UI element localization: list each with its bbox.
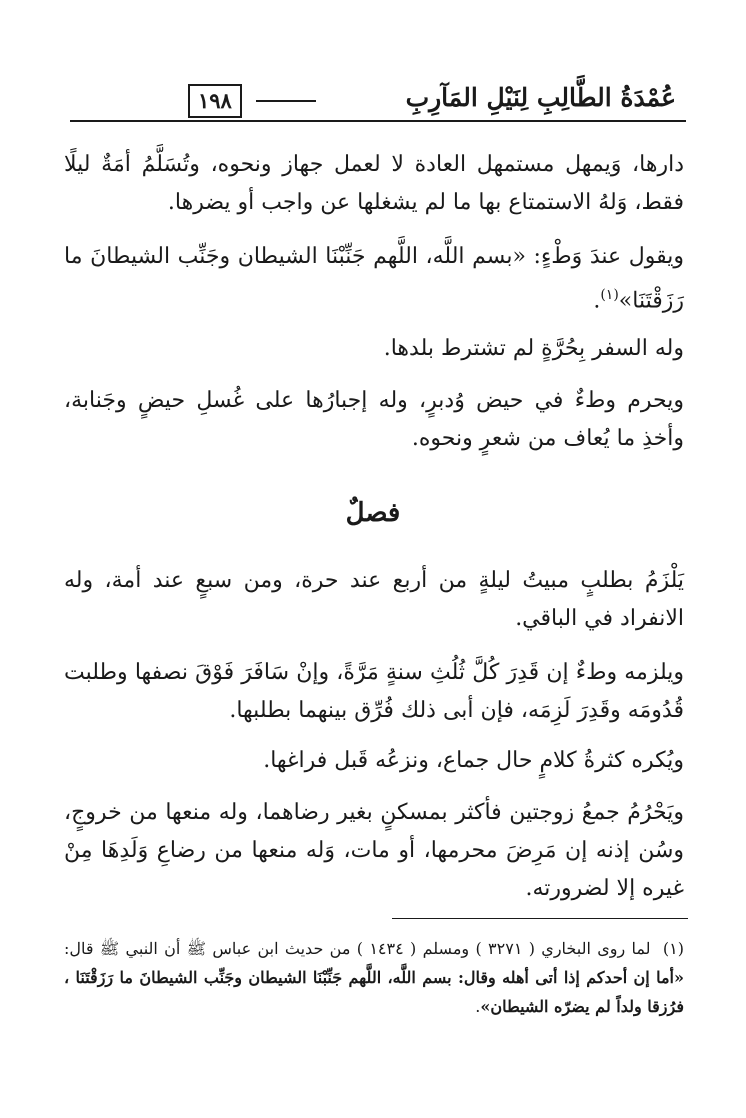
paragraph-6: ويلزمه وطءٌ إن قَدِرَ كُلَّ ثُلُثِ سنةٍ مَرَّةً، وإنْ سَافَرَ فَوْقَ نصفها وطلبت قُدُومَه وقَدِرَ لَزِمَه، فإن أبى ذلك فُرِّق بينهما بطلبها. [64,660,684,723]
footnote-ref[interactable]: (١) [600,287,619,303]
header-rule [70,120,686,122]
paragraph-8: ويَحْرُمُ جمعُ زوجتين فأكثر بمسكنٍ بغير رضاهما، وله منعها من خروجٍ، وسُن إذنه إن مَرِضَ محرمها، أو مات، وَله منعها من رضاعِ وَلَدِهَا مِنْ غيره إلا لضرورته. [64,800,684,901]
section-title: فصلٌ [345,498,401,528]
paragraph-3: وله السفر بِحُرَّةٍ لم تشترط بلدها. [383,336,684,361]
paragraph-5: يَلْزَمُ بطلبٍ مبيتُ ليلةٍ من أربع عند حرة، ومن سبعٍ عند أمة، وله الانفراد في الباقي. [64,568,684,631]
footnote-end: . [475,997,481,1016]
footnote-separator [392,918,688,919]
paragraph-2-text: ويقول عندَ وَطْءٍ: «بسم اللَّه، اللَّهم جَنِّبْنَا الشيطان وجَنِّب الشيطانَ ما رَزَقْتَنَا» [64,244,684,314]
running-title: عُمْدَةُ الطَّالِبِ لِنَيْلِ المَآرِبِ [405,83,676,112]
header-rule-short [256,100,316,102]
footnote [64,934,684,1021]
footnote-number: (١) [662,939,684,958]
paragraph-2-end: . [593,288,601,314]
footnote-intro: لما روى البخاري ( ٣٢٧١ ) ومسلم ( ١٤٣٤ ) من حديث ابن عباس ﷺ أن النبي ﷺ قال: [64,939,651,958]
page-number: ١٩٨ [188,84,242,118]
page-header [60,78,686,128]
paragraph-2 [64,238,684,320]
paragraph-7: ويُكره كثرةُ كلامٍ حال جماع، ونزعُه قَبل فراغها. [263,748,684,773]
paragraph-4: ويحرم وطءٌ في حيض وُدبرٍ، وله إجبارُها على غُسلِ حيضٍ وجَنابة، وأخذِ ما يُعاف من شعرٍ ونحوه. [64,388,684,451]
paragraph-1: دارها، وَيمهل مستمهل العادة لا لعمل جهاز ونحوه، وتُسَلَّمُ أمَةٌ ليلًا فقط، وَلهُ الاستمتاع بها ما لم يشغلها عن واجب أو يضرها. [64,152,684,215]
footnote-quote: «أما إن أحدكم إذا أتى أهله وقال: بسم اللَّه، اللَّهم جَنِّبْنَا الشيطان وجَنِّب الشيطانَ ما رَزَقْتَنَا ، فرُزقا ولداً لم يضرّه الشيطان» [64,968,684,1016]
